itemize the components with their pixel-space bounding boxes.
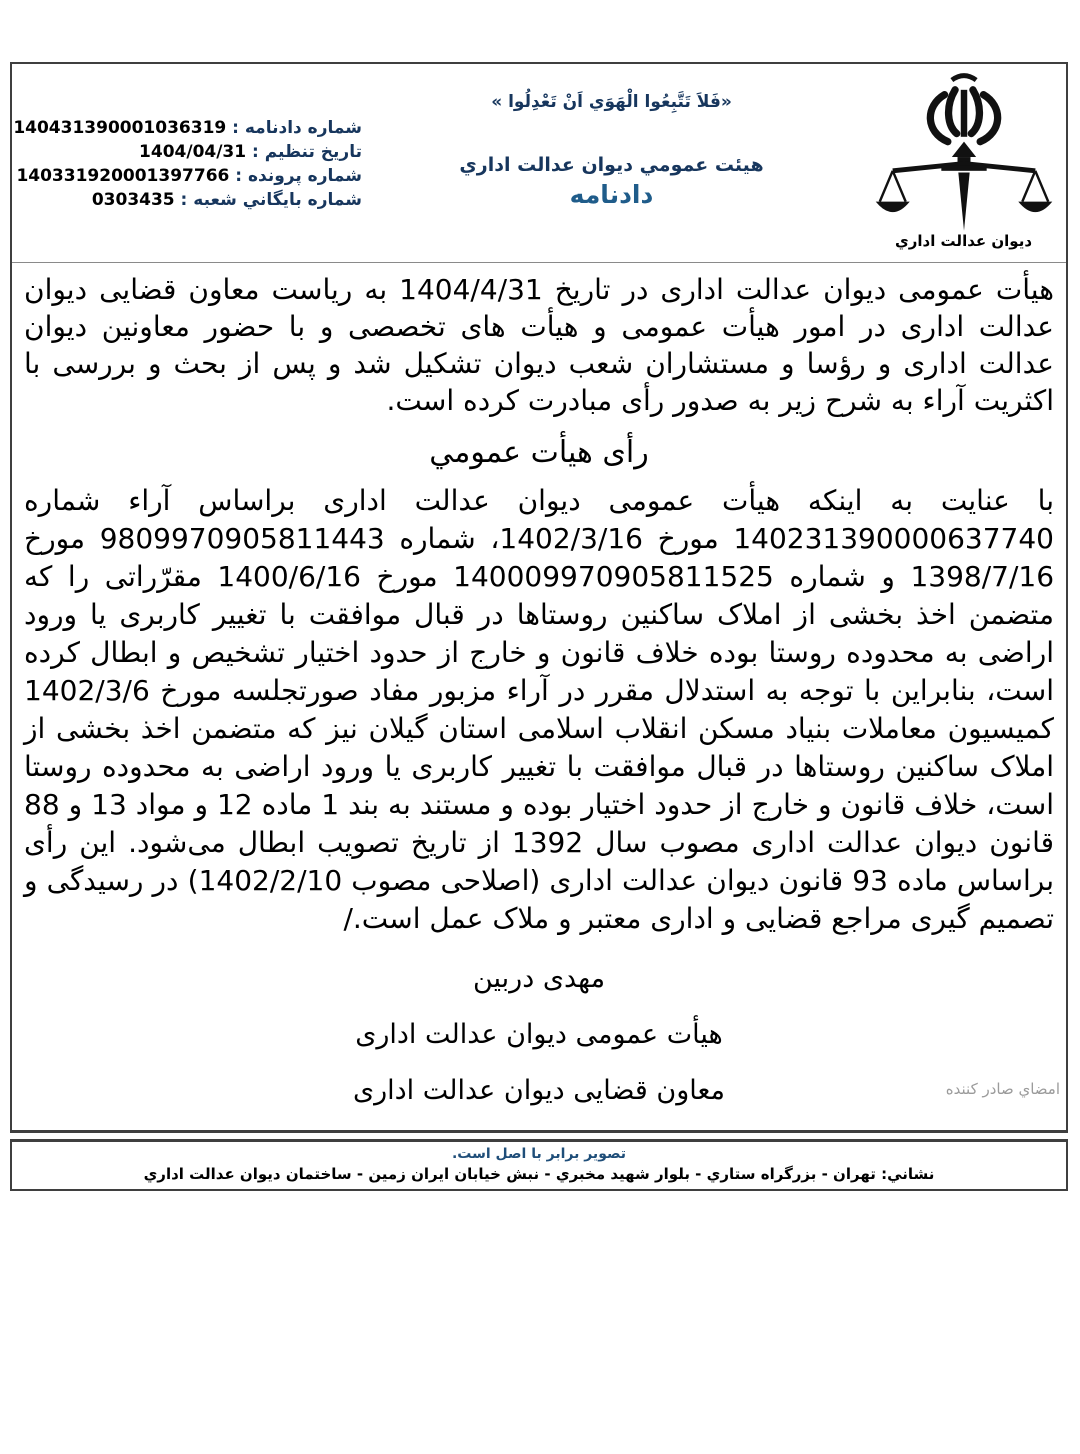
document-footer [10,1139,1068,1191]
docket-value: 140431390001036319 [13,118,227,138]
docket-value: 1404/04/31 [139,142,247,162]
document-frame [10,62,1068,1133]
docket-value: 0303435 [91,190,175,210]
court-logo [861,64,1066,262]
scales-of-justice-icon [861,72,1066,234]
certified-copy-line: تصویر برابر با اصل است. [451,1146,627,1162]
org-title: هیئت عمومي دیوان عدالت اداري [459,154,764,176]
session-intro-paragraph: هیأت عمومی دیوان عدالت اداری در تاریخ 1404/4/31 به ریاست معاون قضایی دیوان عدالت اداری در امور هیأت عمومی و هیأت های تخصصی و با حضور معاونین دیوان عدالت اداری و رؤسا و مستشاران شعب دیوان تشکیل شد و پس از بحث و بررسی با اکثریت آراء به شرح زیر به صدور رأی مبادرت کرده است. [24,273,1054,417]
docket-label: شماره پرونده : [229,166,362,186]
docket-archive-number [42,188,362,212]
quran-verse: «فَلاَ تَتَّبِعُوا الْهَوَي اَنْ تَعْدِلُوا » [491,92,732,112]
docket-verdict-number [13,116,362,140]
document-body [12,263,1066,1106]
issuer-signature-note: امضاي صادر كننده [945,1080,1060,1098]
verdict-paragraph: با عنایت به اینکه هیأت عمومی دیوان عدالت اداری براساس آراء شماره 140231390000637740 مورخ 1402/3/16، شماره 9809970905811443 مورخ 1398/7/16 و شماره 140009970905811525 مورخ 1400/6/16 مقرّراتی را که متضمن اخذ بخشی از املاک ساکنین روستاها در قبال موافقت با تغییر کاربری یا ورود اراضی به محدوده روستا بوده خلاف قانون و خارج از حدود اختیار تشخیص و ابطال کرده است، بنابراین با توجه به استدلال مقرر در آراء مزبور مفاد صورتجلسه مورخ 1402/3/6 کمیسیون معاملات بنیاد مسکن انقلاب اسلامی استان گیلان نیز که متضمن اخذ بخشی از املاک ساکنین روستاها در قبال موافقت با تغییر کاربری یا ورود اراضی به محدوده روستا است، خلاف قانون و خارج از حدود اختیار بوده و مستند به بند 1 ماده 12 و مواد 13 و 88 قانون دیوان عدالت اداری مصوب سال 1392 از تاریخ تصویب ابطال می‌شود. این رأی براساس ماده 93 قانون دیوان عدالت اداری (اصلاحی مصوب 1402/2/10) در رسیدگی و تصمیم گیری مراجع قضایی و اداری معتبر و ملاک عمل است./ [24,484,1055,935]
signature-block [24,964,1054,1106]
docket-numbers [12,64,362,262]
verdict-heading: رأی هیأت عمومي [429,435,649,470]
docket-label: شماره دادنامه : [226,118,362,138]
document-header [12,64,1066,263]
address-line: نشاني: تهران - بزرگراه ستاري - بلوار شهید مخبري - نبش خیابان ایران زمین - ساختمان دیوان عدالت اداري [143,1165,935,1183]
signer-name: مهدی دربین [472,963,606,994]
doc-type-title: دادنامه [569,180,654,209]
docket-date [42,140,362,164]
signer-role-2: معاون قضایی دیوان عدالت اداری [352,1075,725,1106]
docket-value: 140331920001397766 [16,166,230,186]
docket-label: تاریخ تنظیم : [246,142,362,162]
signer-role-1: هیأت عمومی دیوان عدالت اداری [355,1019,723,1050]
header-titles [362,64,861,262]
docket-label: شماره بایگاني شعبه : [174,190,362,210]
docket-case-number [16,164,362,188]
logo-caption: دیوان عدالت اداري [894,232,1033,250]
